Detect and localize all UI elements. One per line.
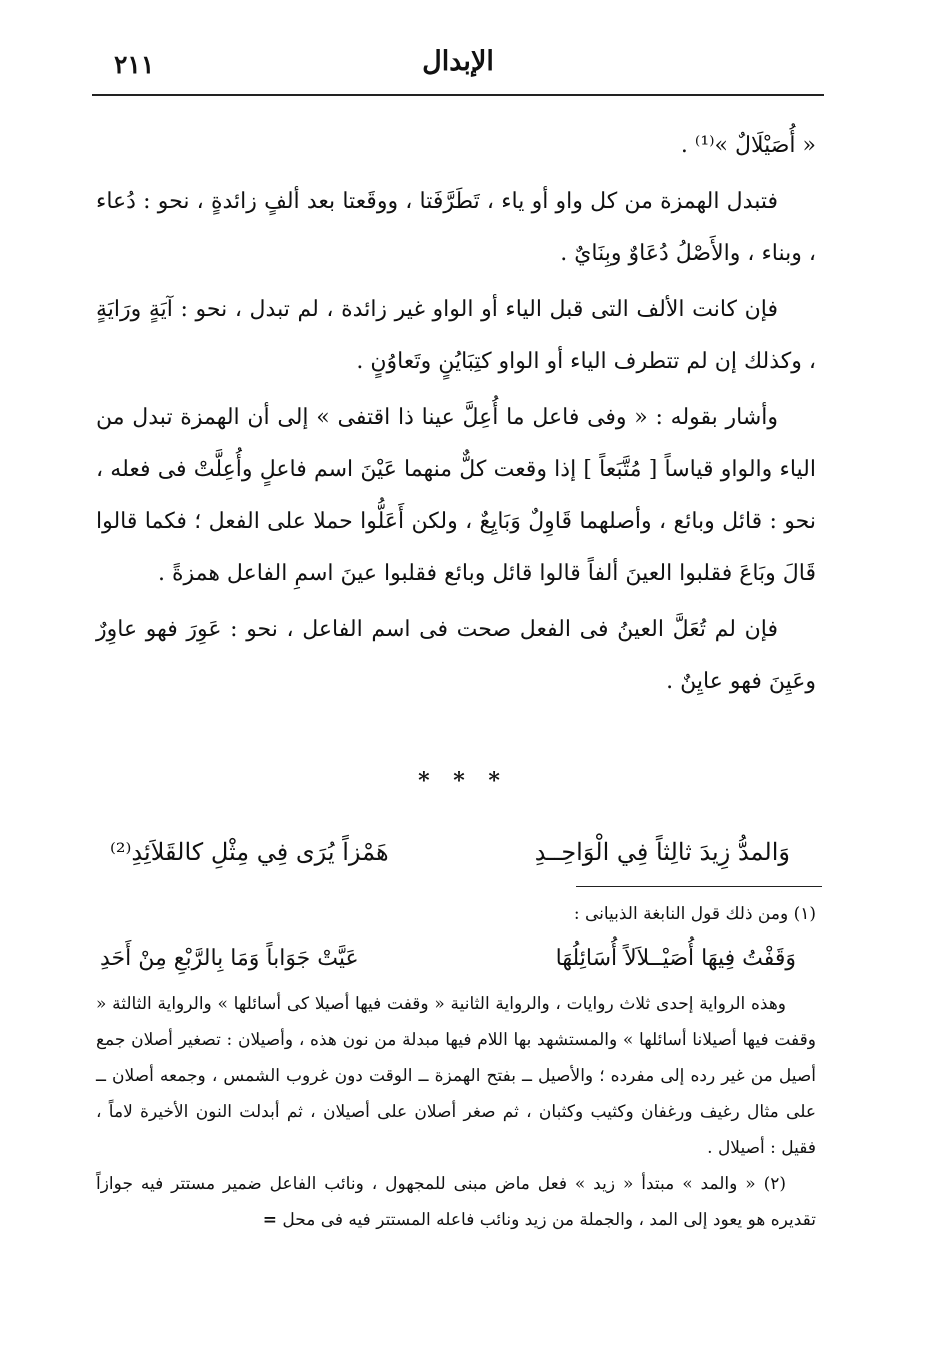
main-text xyxy=(96,120,816,712)
paragraph-3: وأشار بقوله : « وفى فاعل ما أُعِلَّ عينا ذا اقتفى » إلى أن الهمزة تبدل من الياء والواو قياساً [ مُتَّبَعاً ] إذا وقعت كلٌّ منهما عَيْنَ اسم فاعلٍ وأُعِلَّتْ فى فعله ، نحو : قائل وبائع ، وأصلهما قَاوِلٌ وَبَايِعٌ ، ولكن أَعَلُّوا حملا على الفعل ؛ فكما قالوا قَالَ وبَاعَ فقلبوا العينَ ألفاً قالوا قائل وبائع فقلبوا عينَ اسمِ الفاعل همزةً . xyxy=(96,405,816,586)
footnote-rule xyxy=(576,886,822,887)
footnote-1-verse xyxy=(96,932,816,986)
footnote-1-verse-first: وَقَفْتُ فِيهَا أُصَيْــلاَلاً أُسَائِلُهَا xyxy=(555,946,796,971)
paragraph-1: فتبدل الهمزة من كل واو أو ياء ، تَطَرَّفَتا ، ووقَعتا بعد ألفٍ زائدةٍ ، نحو : دُعاء ، وبناء ، والأَصْلُ دُعَاوٌ وبِنَايٌ . xyxy=(96,189,816,266)
verse-first-hemistich: وَالمدُّ زِيدَ ثالِثاً فِي الْوَاحِــدِ xyxy=(534,838,790,866)
verse-second-hemistich: هَمْزاً يُرَى فِي مِثْلِ كالقَلاَئِدِ⁽²⁾ xyxy=(110,838,389,866)
footnote-1-intro: (١) ومن ذلك قول النابغة الذبيانى : xyxy=(573,904,816,924)
footnote-1-verse-second: عَيَّتْ جَوَاباً وَمَا بِالرَّبْعِ مِنْ أَحَدِ xyxy=(100,946,359,971)
page-number: ٢١١ xyxy=(114,50,155,79)
footnotes xyxy=(96,896,816,1238)
header-rule xyxy=(92,94,824,96)
paragraph-4: فإن لم تُعَلَّ العينُ فى الفعل صحت فى اسم الفاعل ، نحو : عَوِرَ فهو عاوِرٌ وعَيِنَ فهو عايِنٌ . xyxy=(96,617,816,694)
alfiyya-verse xyxy=(110,828,790,876)
paragraph-0: « أُصَيْلَالٌ »⁽¹⁾ . xyxy=(680,133,816,158)
page-header xyxy=(92,46,824,94)
chapter-title: الإبدال xyxy=(422,46,494,77)
paragraph-2: فإن كانت الألف التى قبل الياء أو الواو غير زائدة ، لم تبدل ، نحو : آيَةٍ ورَايَةٍ ، وكذلك إن لم تتطرف الياء أو الواو كتِبَايُنٍ وتَعاوُنٍ . xyxy=(96,297,816,374)
continuation-mark: = xyxy=(262,1210,277,1230)
footnote-2-body: (٢) « والمد » مبتدأ « زيد » فعل ماض مبنى للمجهول ، ونائب الفاعل ضمير مستتر فيه جوازاً تقديره هو يعود إلى المد ، والجملة من زيد ونائب فاعله المستتر فيه فى محل xyxy=(96,1174,816,1230)
section-separator: * * * xyxy=(418,768,508,794)
footnote-2-text xyxy=(96,1166,816,1238)
footnote-1-text: وهذه الرواية إحدى ثلاث روايات ، والرواية الثانية « وقفت فيها أصيلا كى أسائلها » والرواية الثالثة « وقفت فيها أصيلانا أسائلها » والمستشهد بها اللام فيها مبدلة من نون هذه ، وأصيلان : تصغير أصلان جمع أصيل من غير رده إلى مفرده ؛ والأصيل ــ بفتح الهمزة ــ الوقت دون غروب الشمس ، وجمعه أصلان ــ على مثال رغيف ورغفان وكثيب وكثبان ، ثم صغر أصلان على أصيلان ، ثم أبدلت النون الأخيرة لاماً ، فقيل : أصيلال . xyxy=(96,994,816,1158)
